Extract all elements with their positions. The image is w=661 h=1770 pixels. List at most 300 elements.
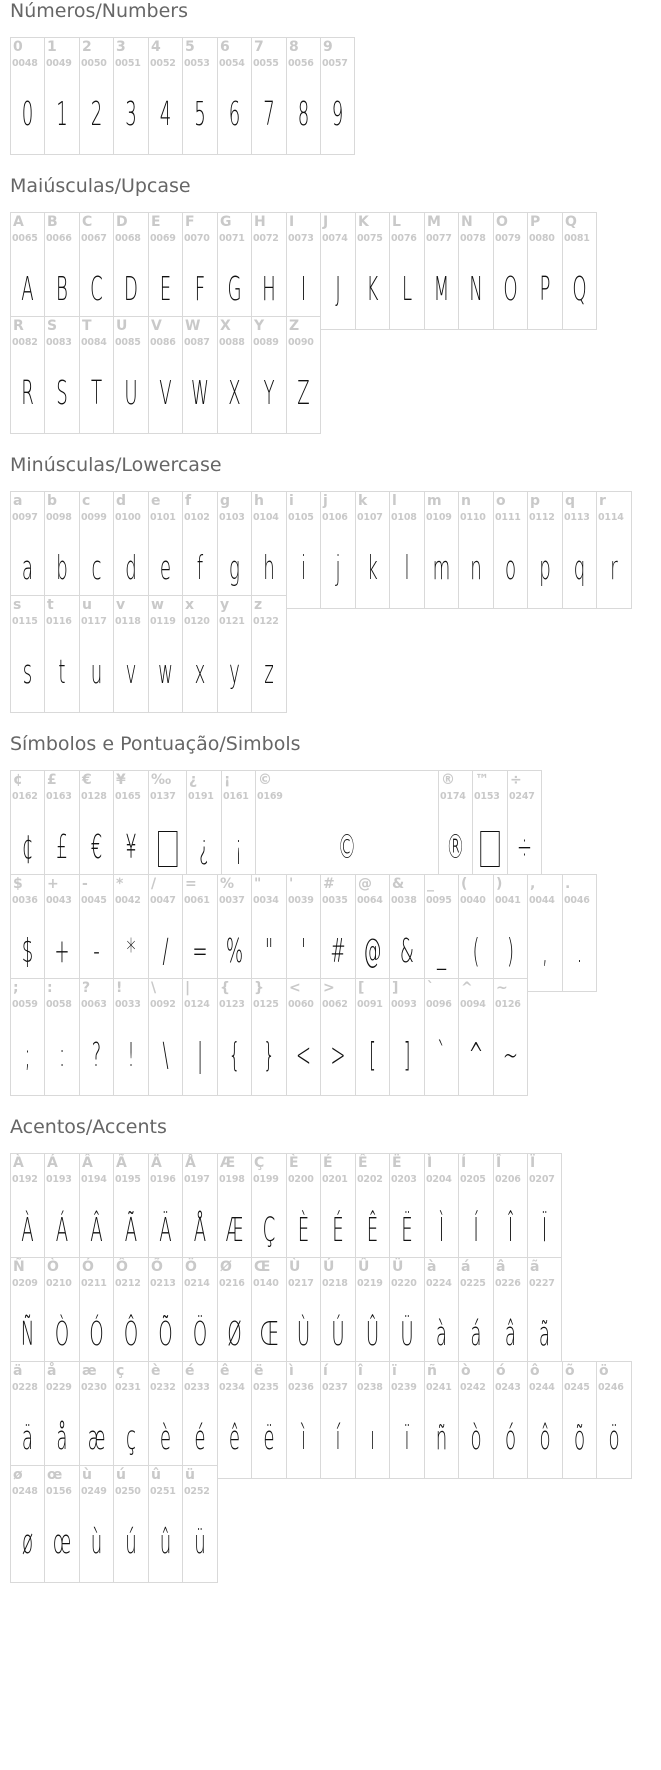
glyph-char-label: ¿ — [189, 772, 198, 788]
glyph-char-label: ' — [289, 876, 294, 892]
glyph-sample: ô — [539, 1418, 551, 1457]
glyph-sample: ) — [506, 931, 515, 970]
glyph-code-label: 0060 — [288, 999, 314, 1010]
glyph-cell — [44, 874, 80, 992]
glyph-row — [10, 1361, 632, 1479]
glyph-code-label: 0093 — [391, 999, 417, 1010]
glyph-code-label: 0206 — [495, 1174, 521, 1185]
glyph-char-label: 5 — [185, 39, 195, 55]
glyph-cell — [79, 874, 114, 992]
glyph-cell — [251, 595, 287, 713]
glyph-cell — [182, 37, 218, 155]
glyph-sample: û — [159, 1522, 172, 1561]
glyph-char-label: q — [565, 493, 576, 509]
glyph-cell — [458, 1361, 494, 1479]
glyph-sample: [ — [368, 1035, 377, 1074]
glyph-char-label: ~ — [496, 980, 508, 996]
glyph-cell — [527, 874, 563, 992]
glyph-code-label: 0103 — [219, 512, 245, 523]
section-title: Minúsculas/Lowercase — [10, 454, 222, 476]
glyph-char-label: ] — [392, 980, 399, 996]
glyph-sample: ? — [91, 1035, 102, 1074]
glyph-code-label: 0046 — [564, 895, 590, 906]
glyph-code-label: 0234 — [219, 1382, 245, 1393]
glyph-cell — [424, 1257, 459, 1375]
glyph-char-label: + — [47, 876, 59, 892]
glyph-char-label: Ù — [289, 1259, 301, 1275]
glyph-cell — [286, 1257, 321, 1375]
glyph-char-label: £ — [47, 772, 57, 788]
glyph-char-label: Ë — [392, 1155, 402, 1171]
glyph-cell — [148, 1257, 183, 1375]
glyph-cell — [493, 491, 528, 609]
glyph-code-label: 0174 — [440, 791, 466, 802]
glyph-sample: ÷ — [516, 827, 533, 866]
glyph-char-label: ò — [461, 1363, 471, 1379]
glyph-char-label: . — [565, 876, 571, 892]
glyph-char-label: ¥ — [116, 772, 126, 788]
glyph-cell — [10, 770, 45, 888]
glyph-cell — [286, 874, 321, 992]
glyph-code-label: 0098 — [46, 512, 72, 523]
glyph-char-label: F — [185, 214, 195, 230]
glyph-sample: Æ — [225, 1210, 244, 1249]
glyph-sample: Î — [507, 1210, 514, 1249]
glyph-code-label: 0050 — [81, 58, 107, 69]
glyph-char-label: s — [13, 597, 22, 613]
glyph-char-label: ¡ — [224, 772, 231, 788]
glyph-cell — [148, 770, 187, 888]
glyph-sample: ¿ — [199, 827, 209, 866]
glyph-cell — [10, 491, 45, 609]
glyph-code-label: 0199 — [253, 1174, 279, 1185]
glyph-char-label: o — [496, 493, 506, 509]
glyph-cell — [182, 595, 218, 713]
glyph-sample: / — [162, 931, 169, 970]
glyph-sample: . — [576, 931, 583, 970]
glyph-char-label: Ï — [530, 1155, 536, 1171]
glyph-cell — [527, 1257, 562, 1375]
glyph-char-label: ù — [82, 1467, 92, 1483]
glyph-code-label: 0228 — [12, 1382, 38, 1393]
glyph-cell — [10, 1465, 45, 1583]
glyph-cell — [217, 37, 252, 155]
glyph-cell — [44, 37, 80, 155]
glyph-cell — [527, 1153, 562, 1271]
glyph-code-label: 0057 — [322, 58, 348, 69]
glyph-sample: @ — [363, 931, 382, 970]
glyph-sample: œ — [52, 1522, 72, 1561]
glyph-sample: ; — [24, 1035, 31, 1074]
glyph-code-label: 0076 — [391, 233, 417, 244]
glyph-char-label: { — [220, 980, 230, 996]
glyph-code-label: 0203 — [391, 1174, 417, 1185]
glyph-sample: h — [263, 548, 275, 587]
glyph-sample: 1 — [56, 94, 68, 133]
glyph-char-label: m — [427, 493, 442, 509]
glyph-sample: È — [297, 1210, 310, 1249]
glyph-cell — [596, 491, 632, 609]
glyph-sample: ò — [470, 1418, 482, 1457]
glyph-sample: å — [56, 1418, 68, 1457]
glyph-cell — [44, 978, 80, 1096]
glyph-cell — [79, 1257, 114, 1375]
glyph-cell — [251, 874, 287, 992]
glyph-code-label: 0055 — [253, 58, 279, 69]
glyph-cell — [79, 595, 114, 713]
glyph-sample: W — [191, 373, 209, 412]
glyph-code-label: 0089 — [253, 337, 279, 348]
glyph-cell — [217, 1361, 252, 1479]
missing-glyph-box — [481, 817, 500, 877]
glyph-cell — [44, 1153, 80, 1271]
glyph-char-label: v — [116, 597, 126, 613]
glyph-sample: Ì — [438, 1210, 445, 1249]
glyph-char-label: ô — [530, 1363, 540, 1379]
glyph-char-label: / — [151, 876, 157, 892]
glyph-code-label: 0077 — [426, 233, 452, 244]
glyph-char-label: t — [47, 597, 54, 613]
glyph-sample: K — [366, 269, 379, 308]
glyph-cell — [79, 212, 114, 330]
glyph-row — [10, 1465, 218, 1583]
glyph-code-label: 0107 — [357, 512, 383, 523]
glyph-char-label: ç — [116, 1363, 125, 1379]
glyph-char-label: Q — [565, 214, 577, 230]
glyph-code-label: 0194 — [81, 1174, 107, 1185]
glyph-sample: _ — [436, 931, 447, 970]
glyph-char-label: X — [220, 318, 231, 334]
glyph-char-label: L — [392, 214, 401, 230]
glyph-row — [10, 874, 597, 992]
glyph-char-label: r — [599, 493, 606, 509]
glyph-cell — [217, 874, 252, 992]
glyph-sample: q — [573, 548, 586, 587]
glyph-sample: n — [470, 548, 482, 587]
glyph-char-label: d — [116, 493, 127, 509]
glyph-sample: Û — [365, 1314, 380, 1353]
glyph-sample: ñ — [435, 1418, 448, 1457]
glyph-sample: ` — [436, 1035, 447, 1074]
glyph-sample: ö — [608, 1418, 620, 1457]
glyph-char-label: Å — [185, 1155, 196, 1171]
glyph-sample: V — [159, 373, 172, 412]
glyph-code-label: 0244 — [529, 1382, 555, 1393]
glyph-cell — [44, 212, 80, 330]
glyph-sample: M — [433, 269, 450, 308]
glyph-char-label: ã — [530, 1259, 540, 1275]
glyph-char-label: % — [220, 876, 235, 892]
glyph-code-label: 0082 — [12, 337, 38, 348]
glyph-sample: ¡ — [234, 827, 243, 866]
glyph-sample: i — [300, 548, 307, 587]
glyph-cell — [320, 978, 356, 1096]
glyph-char-label: å — [47, 1363, 57, 1379]
glyph-sample: s — [22, 652, 33, 691]
glyph-code-label: 0235 — [253, 1382, 279, 1393]
glyph-row — [10, 316, 321, 434]
glyph-code-label: 0038 — [391, 895, 417, 906]
glyph-cell — [10, 212, 45, 330]
glyph-code-label: 0192 — [12, 1174, 38, 1185]
glyph-code-label: 0232 — [150, 1382, 176, 1393]
glyph-char-label: # — [323, 876, 335, 892]
glyph-cell — [458, 978, 494, 1096]
glyph-char-label: k — [358, 493, 368, 509]
glyph-sample: Ô — [123, 1314, 139, 1353]
glyph-cell — [113, 770, 149, 888]
glyph-sample: j — [335, 548, 341, 587]
glyph-char-label: Ø — [220, 1259, 232, 1275]
glyph-code-label: 0226 — [495, 1278, 521, 1289]
glyph-cell — [217, 491, 252, 609]
glyph-char-label: Í — [461, 1155, 467, 1171]
glyph-code-label: 0193 — [46, 1174, 72, 1185]
glyph-char-label: e — [151, 493, 161, 509]
glyph-sample: v — [125, 652, 137, 691]
glyph-sample: & — [399, 931, 415, 970]
glyph-char-label: ! — [116, 980, 123, 996]
glyph-cell — [113, 978, 149, 1096]
glyph-sample: 4 — [159, 94, 172, 133]
glyph-cell — [10, 37, 45, 155]
glyph-cell — [493, 978, 528, 1096]
glyph-code-label: 0248 — [12, 1486, 38, 1497]
glyph-cell — [562, 491, 597, 609]
glyph-sample: r — [610, 548, 618, 587]
glyph-code-label: 0108 — [391, 512, 417, 523]
glyph-char-label: K — [358, 214, 369, 230]
glyph-cell — [493, 1257, 528, 1375]
glyph-char-label: p — [530, 493, 541, 509]
glyph-char-label: à — [427, 1259, 437, 1275]
glyph-sample: p — [539, 548, 551, 587]
glyph-sample: " — [264, 931, 274, 970]
glyph-cell — [217, 1153, 252, 1271]
glyph-sample: C — [90, 269, 103, 308]
glyph-char-label: Ê — [358, 1155, 368, 1171]
glyph-sample: u — [90, 652, 103, 691]
glyph-code-label: 0247 — [509, 791, 535, 802]
glyph-code-label: 0041 — [495, 895, 521, 906]
glyph-code-label: 0070 — [184, 233, 210, 244]
glyph-sample: é — [194, 1418, 206, 1457]
glyph-cell — [424, 1361, 459, 1479]
glyph-sample: \ — [162, 1035, 169, 1074]
glyph-cell — [355, 491, 390, 609]
glyph-char-label: I — [289, 214, 295, 230]
glyph-sample: ú — [125, 1522, 137, 1561]
glyph-row — [10, 978, 528, 1096]
glyph-char-label: 0 — [13, 39, 23, 55]
glyph-char-label: Ñ — [13, 1259, 25, 1275]
glyph-cell — [527, 1361, 563, 1479]
glyph-code-label: 0165 — [115, 791, 141, 802]
glyph-cell — [424, 978, 459, 1096]
glyph-cell — [113, 595, 149, 713]
glyph-sample: = — [192, 931, 208, 970]
glyph-code-label: 0111 — [495, 512, 521, 523]
glyph-char-label: N — [461, 214, 473, 230]
glyph-code-label: 0214 — [184, 1278, 210, 1289]
glyph-code-label: 0091 — [357, 999, 383, 1010]
glyph-row — [10, 770, 542, 888]
glyph-code-label: 0205 — [460, 1174, 486, 1185]
glyph-code-label: 0097 — [12, 512, 38, 523]
glyph-sample: ¢ — [21, 827, 34, 866]
glyph-char-label: | — [185, 980, 191, 996]
glyph-sample: Ò — [54, 1314, 70, 1353]
glyph-char-label: 9 — [323, 39, 333, 55]
glyph-cell — [458, 1257, 494, 1375]
glyph-code-label: 0105 — [288, 512, 314, 523]
glyph-cell — [355, 978, 390, 1096]
glyph-code-label: 0162 — [12, 791, 38, 802]
glyph-cell — [251, 212, 287, 330]
glyph-char-label: T — [82, 318, 92, 334]
glyph-code-label: 0109 — [426, 512, 452, 523]
glyph-code-label: 0241 — [426, 1382, 452, 1393]
glyph-char-label: y — [220, 597, 230, 613]
glyph-code-label: 0137 — [150, 791, 176, 802]
glyph-cell — [217, 978, 252, 1096]
glyph-char-label: î — [358, 1363, 363, 1379]
glyph-cell — [44, 491, 80, 609]
glyph-sample: 5 — [194, 94, 206, 133]
glyph-cell — [438, 770, 473, 888]
glyph-code-label: 0090 — [288, 337, 314, 348]
glyph-cell — [355, 874, 390, 992]
glyph-code-label: 0054 — [219, 58, 245, 69]
glyph-sample: T — [90, 373, 103, 412]
glyph-code-label: 0056 — [288, 58, 314, 69]
glyph-char-label: 8 — [289, 39, 299, 55]
glyph-code-label: 0067 — [81, 233, 107, 244]
glyph-sample: Ù — [296, 1314, 311, 1353]
glyph-code-label: 0043 — [46, 895, 72, 906]
glyph-char-label: n — [461, 493, 471, 509]
glyph-cell — [562, 1361, 597, 1479]
glyph-code-label: 0217 — [288, 1278, 314, 1289]
glyph-char-label: } — [254, 980, 264, 996]
section-title: Símbolos e Pontuação/Simbols — [10, 733, 301, 755]
glyph-code-label: 0212 — [115, 1278, 141, 1289]
glyph-sample: Ë — [401, 1210, 413, 1249]
glyph-char-label: @ — [358, 876, 372, 892]
glyph-cell — [286, 491, 321, 609]
glyph-sample: Ê — [366, 1210, 379, 1249]
glyph-code-label: 0065 — [12, 233, 38, 244]
glyph-char-label: & — [392, 876, 405, 892]
glyph-char-label: G — [220, 214, 232, 230]
glyph-char-label: a — [13, 493, 23, 509]
glyph-code-label: 0216 — [219, 1278, 245, 1289]
glyph-sample: % — [225, 931, 244, 970]
glyph-code-label: 0245 — [564, 1382, 590, 1393]
glyph-code-label: 0068 — [115, 233, 141, 244]
missing-glyph-box-icon — [480, 831, 499, 867]
glyph-cell — [113, 1361, 149, 1479]
glyph-cell — [44, 770, 80, 888]
glyph-sample: © — [337, 827, 357, 866]
glyph-sample: ( — [472, 931, 480, 970]
glyph-cell — [217, 316, 252, 434]
glyph-sample: â — [504, 1314, 517, 1353]
glyph-code-label: 0106 — [322, 512, 348, 523]
glyph-char-label: Ì — [427, 1155, 433, 1171]
glyph-cell — [389, 978, 425, 1096]
glyph-code-label: 0128 — [81, 791, 107, 802]
glyph-cell — [251, 1257, 287, 1375]
glyph-sample: X — [228, 373, 241, 412]
glyph-code-label: 0039 — [288, 895, 314, 906]
glyph-cell — [355, 212, 390, 330]
glyph-row — [10, 37, 355, 155]
glyph-row — [10, 1257, 562, 1375]
glyph-cell — [255, 770, 439, 888]
glyph-char-label: é — [185, 1363, 195, 1379]
glyph-code-label: 0163 — [46, 791, 72, 802]
glyph-char-label: Y — [254, 318, 265, 334]
glyph-cell — [217, 595, 252, 713]
glyph-code-label: 0195 — [115, 1174, 141, 1185]
glyph-cell — [355, 1153, 390, 1271]
glyph-code-label: 0119 — [150, 616, 176, 627]
glyph-code-label: 0086 — [150, 337, 176, 348]
glyph-sample: ü — [194, 1522, 206, 1561]
glyph-code-label: 0219 — [357, 1278, 383, 1289]
glyph-code-label: 0210 — [46, 1278, 72, 1289]
glyph-sample: k — [367, 548, 378, 587]
glyph-sample: 7 — [263, 94, 275, 133]
glyph-code-label: 0052 — [150, 58, 176, 69]
glyph-code-label: 0117 — [81, 616, 107, 627]
glyph-sample: > — [330, 1035, 346, 1074]
glyph-sample: ê — [228, 1418, 241, 1457]
glyph-cell — [10, 1361, 45, 1479]
glyph-sample: H — [262, 269, 276, 308]
glyph-char-label: D — [116, 214, 128, 230]
glyph-cell — [148, 1361, 183, 1479]
glyph-code-label: 0220 — [391, 1278, 417, 1289]
glyph-sample: ù — [90, 1522, 103, 1561]
glyph-code-label: 0112 — [529, 512, 555, 523]
glyph-cell — [113, 316, 149, 434]
glyph-char-label: É — [323, 1155, 333, 1171]
glyph-cell — [320, 1257, 356, 1375]
glyph-sample: ' — [300, 931, 306, 970]
glyph-sample: c — [91, 548, 102, 587]
glyph-cell — [251, 37, 287, 155]
glyph-cell — [507, 770, 542, 888]
missing-glyph-box — [157, 817, 177, 877]
glyph-char-label: W — [185, 318, 201, 334]
glyph-code-label: 0115 — [12, 616, 38, 627]
glyph-char-label: ï — [392, 1363, 397, 1379]
glyph-code-label: 0061 — [184, 895, 210, 906]
glyph-char-label: Ô — [116, 1259, 128, 1275]
glyph-cell — [389, 1153, 425, 1271]
glyph-sample: f — [196, 548, 204, 587]
glyph-row — [10, 595, 287, 713]
glyph-cell — [424, 874, 459, 992]
glyph-char-label: f — [185, 493, 192, 509]
glyph-code-label: 0250 — [115, 1486, 141, 1497]
glyph-row — [10, 212, 597, 330]
glyph-sample: : — [58, 1035, 66, 1074]
glyph-char-label: ó — [496, 1363, 506, 1379]
glyph-char-label: _ — [427, 876, 434, 892]
